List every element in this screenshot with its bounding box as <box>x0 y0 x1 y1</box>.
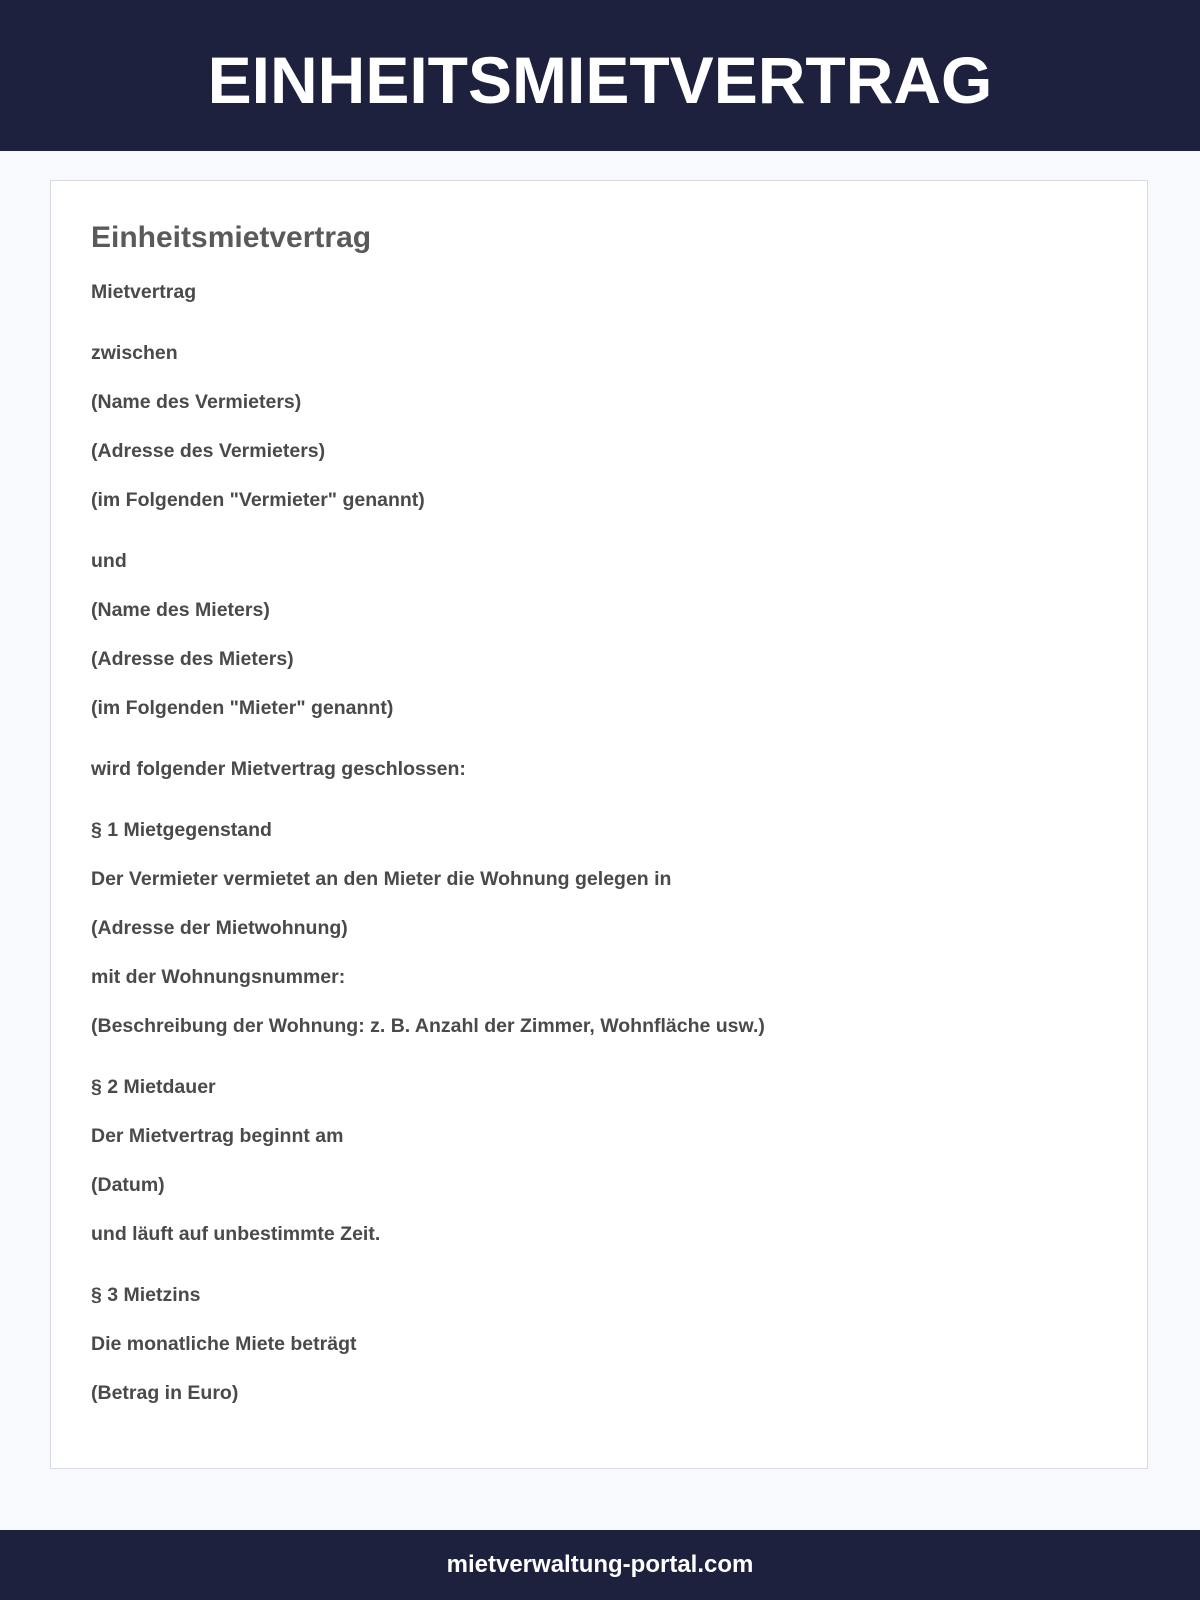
document-line: Mietvertrag <box>91 281 197 303</box>
document-line: mit der Wohnungsnummer: <box>91 966 346 988</box>
document-line: und läuft auf unbestimmte Zeit. <box>91 1223 381 1245</box>
document-line: Der Vermieter vermietet an den Mieter die Wohnung gelegen in <box>91 868 672 890</box>
document-line: (Name des Vermieters) <box>91 391 302 413</box>
section-heading: § 2 Mietdauer <box>91 1076 216 1098</box>
document-line: (Adresse des Mieters) <box>91 648 294 670</box>
document-line: Die monatliche Miete beträgt <box>91 1333 357 1355</box>
document-title: Einheitsmietvertrag <box>91 221 372 254</box>
document-line: wird folgender Mietvertrag geschlossen: <box>91 758 466 780</box>
document-line: (Datum) <box>91 1174 165 1196</box>
document-card <box>50 180 1148 1469</box>
page-header <box>0 0 1200 151</box>
footer-site-link[interactable]: mietverwaltung-portal.com <box>446 1551 754 1578</box>
document-line: (Adresse des Vermieters) <box>91 440 326 462</box>
section-heading: § 3 Mietzins <box>91 1284 201 1306</box>
document-line: Der Mietvertrag beginnt am <box>91 1125 344 1147</box>
section-heading: § 1 Mietgegenstand <box>91 819 272 841</box>
document-line: (im Folgenden "Mieter" genannt) <box>91 697 394 719</box>
document-line: (Beschreibung der Wohnung: z. B. Anzahl der Zimmer, Wohnfläche usw.) <box>91 1015 765 1037</box>
header-title: EINHEITSMIETVERTRAG <box>207 42 993 117</box>
page-footer <box>0 1530 1200 1600</box>
document-line: und <box>91 550 127 572</box>
document-line: (Adresse der Mietwohnung) <box>91 917 348 939</box>
document-line: (Betrag in Euro) <box>91 1382 239 1404</box>
document-line: zwischen <box>91 342 178 364</box>
document-line: (Name des Mieters) <box>91 599 270 621</box>
document-line: (im Folgenden "Vermieter" genannt) <box>91 489 425 511</box>
